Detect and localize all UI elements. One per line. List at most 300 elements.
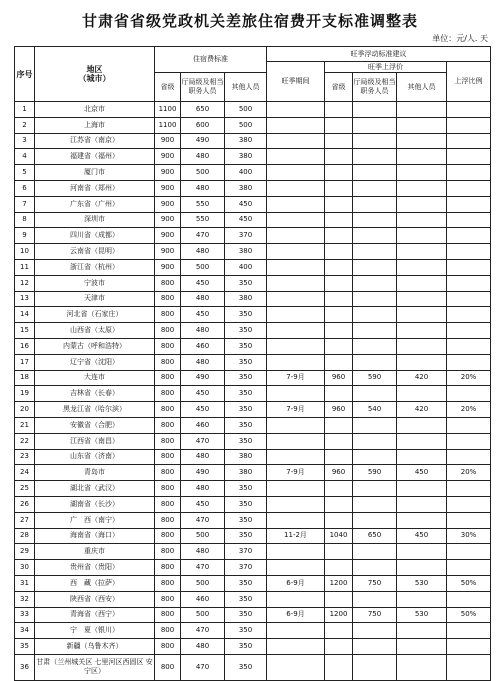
row-provincial: 800 [155, 528, 181, 544]
row-seq: 2 [15, 117, 35, 133]
row-float-ratio [447, 244, 491, 260]
row-others: 380 [225, 449, 267, 465]
row-dept-level: 470 [181, 512, 225, 528]
row-others: 350 [225, 639, 267, 655]
row-peak-provincial [325, 496, 353, 512]
row-peak-provincial [325, 323, 353, 339]
header-seq: 序号 [15, 47, 35, 102]
row-provincial: 900 [155, 180, 181, 196]
row-seq: 28 [15, 528, 35, 544]
row-provincial: 800 [155, 386, 181, 402]
page-title: 甘肃省省级党政机关差旅住宿费开支标准调整表 [81, 12, 418, 30]
row-peak-others [397, 338, 447, 354]
row-peak-provincial [325, 212, 353, 228]
row-peak-period: 7-9月 [267, 370, 325, 386]
row-seq: 12 [15, 275, 35, 291]
table-row [15, 117, 491, 133]
table-row [15, 196, 491, 212]
row-seq: 23 [15, 449, 35, 465]
row-region: 山东省（济南） [35, 449, 155, 465]
row-float-ratio [447, 433, 491, 449]
row-peak-period [267, 386, 325, 402]
row-region: 江西省（南昌） [35, 433, 155, 449]
row-peak-provincial [325, 291, 353, 307]
table-row [15, 354, 491, 370]
row-seq: 34 [15, 623, 35, 639]
row-peak-dept-level [353, 433, 397, 449]
row-peak-others [397, 433, 447, 449]
table-row [15, 496, 491, 512]
row-peak-dept-level [353, 291, 397, 307]
row-peak-others [397, 544, 447, 560]
row-region: 江苏省（南京） [35, 133, 155, 149]
row-others: 370 [225, 544, 267, 560]
row-others: 400 [225, 165, 267, 181]
table-row [15, 259, 491, 275]
row-peak-period: 7-9月 [267, 402, 325, 418]
row-provincial: 800 [155, 496, 181, 512]
row-float-ratio [447, 654, 491, 680]
row-float-ratio [447, 481, 491, 497]
row-region: 甘肃（兰州城关区 七里河区西固区 安宁区） [35, 654, 155, 680]
row-peak-dept-level [353, 259, 397, 275]
row-provincial: 800 [155, 417, 181, 433]
row-float-ratio: 50% [447, 607, 491, 623]
row-region: 浙江省（杭州） [35, 259, 155, 275]
row-peak-period [267, 496, 325, 512]
row-peak-others [397, 623, 447, 639]
row-region: 黑龙江省（哈尔滨） [35, 402, 155, 418]
row-peak-others [397, 323, 447, 339]
row-dept-level: 500 [181, 165, 225, 181]
row-seq: 33 [15, 607, 35, 623]
row-dept-level: 480 [181, 449, 225, 465]
row-region: 青海省（西宁） [35, 607, 155, 623]
row-others: 380 [225, 465, 267, 481]
table-row [15, 149, 491, 165]
row-peak-period: 6-9月 [267, 607, 325, 623]
row-float-ratio: 30% [447, 528, 491, 544]
header-peak-period: 旺季期间 [267, 62, 325, 102]
row-seq: 21 [15, 417, 35, 433]
row-dept-level: 480 [181, 481, 225, 497]
header-region-label: 地区 [86, 65, 103, 74]
row-seq: 25 [15, 481, 35, 497]
row-peak-provincial [325, 165, 353, 181]
row-seq: 19 [15, 386, 35, 402]
table-row [15, 244, 491, 260]
row-float-ratio: 20% [447, 465, 491, 481]
row-peak-period [267, 275, 325, 291]
header-provincial: 省级 [155, 73, 181, 102]
row-region: 吉林省（长春） [35, 386, 155, 402]
table-row [15, 544, 491, 560]
row-others: 350 [225, 402, 267, 418]
table-row [15, 417, 491, 433]
row-dept-level: 460 [181, 417, 225, 433]
row-region: 河南省（郑州） [35, 180, 155, 196]
row-peak-dept-level: 750 [353, 607, 397, 623]
row-peak-provincial [325, 623, 353, 639]
table-row [15, 623, 491, 639]
row-peak-dept-level: 650 [353, 528, 397, 544]
row-provincial: 1100 [155, 102, 181, 118]
row-region: 四川省（成都） [35, 228, 155, 244]
row-region: 安徽省（合肥） [35, 417, 155, 433]
row-others: 350 [225, 481, 267, 497]
row-float-ratio [447, 496, 491, 512]
row-peak-provincial [325, 386, 353, 402]
row-peak-provincial [325, 449, 353, 465]
row-dept-level: 490 [181, 133, 225, 149]
row-region: 广 西（南宁） [35, 512, 155, 528]
row-provincial: 900 [155, 244, 181, 260]
row-peak-dept-level [353, 449, 397, 465]
row-seq: 30 [15, 560, 35, 576]
row-region: 陕西省（西安） [35, 591, 155, 607]
header-peak-dept-level: 厅局级及相当职务人员 [353, 73, 397, 102]
row-provincial: 800 [155, 575, 181, 591]
row-peak-provincial [325, 259, 353, 275]
row-peak-period [267, 654, 325, 680]
row-dept-level: 460 [181, 591, 225, 607]
row-peak-period [267, 639, 325, 655]
row-region: 深圳市 [35, 212, 155, 228]
row-peak-dept-level [353, 212, 397, 228]
table-row [15, 528, 491, 544]
row-region: 宁波市 [35, 275, 155, 291]
row-region: 大连市 [35, 370, 155, 386]
row-peak-provincial [325, 338, 353, 354]
row-others: 350 [225, 623, 267, 639]
row-float-ratio [447, 180, 491, 196]
row-peak-others: 420 [397, 402, 447, 418]
row-peak-period [267, 228, 325, 244]
row-others: 500 [225, 102, 267, 118]
row-seq: 10 [15, 244, 35, 260]
row-others: 350 [225, 275, 267, 291]
row-float-ratio [447, 560, 491, 576]
row-peak-provincial [325, 591, 353, 607]
row-dept-level: 480 [181, 354, 225, 370]
row-dept-level: 470 [181, 560, 225, 576]
row-peak-others [397, 180, 447, 196]
table-row [15, 433, 491, 449]
row-peak-provincial [325, 275, 353, 291]
row-peak-period [267, 338, 325, 354]
row-peak-period [267, 180, 325, 196]
row-dept-level: 470 [181, 654, 225, 680]
row-provincial: 800 [155, 607, 181, 623]
row-others: 350 [225, 575, 267, 591]
row-others: 380 [225, 180, 267, 196]
row-others: 350 [225, 591, 267, 607]
row-peak-others [397, 117, 447, 133]
row-peak-period [267, 544, 325, 560]
row-dept-level: 500 [181, 528, 225, 544]
row-provincial: 800 [155, 654, 181, 680]
row-peak-provincial [325, 560, 353, 576]
row-peak-dept-level [353, 117, 397, 133]
row-seq: 15 [15, 323, 35, 339]
row-seq: 32 [15, 591, 35, 607]
header-lodging-std: 住宿费标准 [155, 47, 267, 73]
unit-note: 单位：元/人. 天 [432, 34, 488, 43]
table-row [15, 165, 491, 181]
row-peak-dept-level [353, 354, 397, 370]
row-peak-dept-level [353, 275, 397, 291]
row-float-ratio [447, 165, 491, 181]
row-seq: 14 [15, 307, 35, 323]
row-peak-others [397, 639, 447, 655]
row-others: 370 [225, 228, 267, 244]
row-peak-dept-level: 750 [353, 575, 397, 591]
row-peak-provincial: 1040 [325, 528, 353, 544]
row-region: 云南省（昆明） [35, 244, 155, 260]
row-dept-level: 500 [181, 607, 225, 623]
row-region: 海南省（海口） [35, 528, 155, 544]
row-float-ratio [447, 544, 491, 560]
row-float-ratio [447, 323, 491, 339]
row-peak-others: 530 [397, 575, 447, 591]
row-dept-level: 480 [181, 323, 225, 339]
row-others: 350 [225, 496, 267, 512]
header-peak-provincial: 省级 [325, 73, 353, 102]
header-others: 其他人员 [225, 73, 267, 102]
table-row [15, 102, 491, 118]
row-peak-others [397, 275, 447, 291]
row-provincial: 800 [155, 512, 181, 528]
row-seq: 9 [15, 228, 35, 244]
table-row [15, 639, 491, 655]
row-peak-dept-level: 590 [353, 465, 397, 481]
row-provincial: 900 [155, 228, 181, 244]
row-peak-period [267, 133, 325, 149]
row-region: 山西省（太原） [35, 323, 155, 339]
row-peak-period [267, 196, 325, 212]
table-row [15, 560, 491, 576]
row-dept-level: 480 [181, 544, 225, 560]
row-region: 新疆（乌鲁木齐） [35, 639, 155, 655]
table-row [15, 338, 491, 354]
row-peak-period [267, 449, 325, 465]
row-dept-level: 480 [181, 149, 225, 165]
row-peak-period [267, 244, 325, 260]
row-peak-provincial [325, 417, 353, 433]
row-dept-level: 480 [181, 180, 225, 196]
row-peak-others [397, 560, 447, 576]
row-float-ratio [447, 386, 491, 402]
table-row [15, 449, 491, 465]
row-others: 370 [225, 560, 267, 576]
row-peak-period: 11-2月 [267, 528, 325, 544]
row-seq: 4 [15, 149, 35, 165]
row-peak-dept-level [353, 591, 397, 607]
header-region [35, 47, 155, 102]
row-others: 400 [225, 259, 267, 275]
row-others: 380 [225, 244, 267, 260]
row-others: 450 [225, 212, 267, 228]
row-provincial: 1100 [155, 117, 181, 133]
header-region-sub: （城市） [78, 74, 111, 83]
row-provincial: 800 [155, 591, 181, 607]
row-peak-provincial [325, 102, 353, 118]
table-row [15, 654, 491, 680]
row-region: 西 藏（拉萨） [35, 575, 155, 591]
row-peak-provincial [325, 512, 353, 528]
row-seq: 36 [15, 654, 35, 680]
row-region: 福建省（福州） [35, 149, 155, 165]
row-peak-dept-level [353, 560, 397, 576]
row-peak-others [397, 102, 447, 118]
row-peak-provincial [325, 433, 353, 449]
row-float-ratio [447, 275, 491, 291]
row-float-ratio [447, 591, 491, 607]
row-provincial: 900 [155, 133, 181, 149]
row-others: 380 [225, 291, 267, 307]
row-region: 内蒙古（呼和浩特） [35, 338, 155, 354]
row-peak-period [267, 512, 325, 528]
row-provincial: 800 [155, 560, 181, 576]
row-provincial: 800 [155, 323, 181, 339]
row-peak-provincial [325, 117, 353, 133]
row-peak-dept-level [353, 512, 397, 528]
row-provincial: 800 [155, 370, 181, 386]
row-dept-level: 600 [181, 117, 225, 133]
row-dept-level: 500 [181, 575, 225, 591]
row-peak-provincial [325, 180, 353, 196]
row-region: 厦门市 [35, 165, 155, 181]
row-provincial: 800 [155, 433, 181, 449]
row-peak-others [397, 654, 447, 680]
row-provincial: 800 [155, 275, 181, 291]
row-seq: 13 [15, 291, 35, 307]
row-others: 350 [225, 386, 267, 402]
row-seq: 11 [15, 259, 35, 275]
table-row [15, 481, 491, 497]
row-dept-level: 450 [181, 307, 225, 323]
row-peak-dept-level [353, 228, 397, 244]
row-peak-dept-level [353, 196, 397, 212]
row-provincial: 800 [155, 623, 181, 639]
table-row [15, 180, 491, 196]
row-seq: 18 [15, 370, 35, 386]
row-float-ratio [447, 117, 491, 133]
row-float-ratio [447, 291, 491, 307]
row-peak-period [267, 433, 325, 449]
row-peak-provincial [325, 244, 353, 260]
row-seq: 24 [15, 465, 35, 481]
row-peak-others [397, 165, 447, 181]
row-region: 湖南省（长沙） [35, 496, 155, 512]
row-peak-period [267, 291, 325, 307]
row-peak-period [267, 165, 325, 181]
row-provincial: 900 [155, 165, 181, 181]
row-peak-others [397, 496, 447, 512]
row-region: 上海市 [35, 117, 155, 133]
row-seq: 8 [15, 212, 35, 228]
row-seq: 16 [15, 338, 35, 354]
row-peak-period [267, 560, 325, 576]
row-peak-provincial [325, 133, 353, 149]
table-row [15, 607, 491, 623]
row-provincial: 800 [155, 544, 181, 560]
row-peak-others: 450 [397, 465, 447, 481]
row-others: 350 [225, 607, 267, 623]
row-provincial: 900 [155, 149, 181, 165]
row-others: 350 [225, 528, 267, 544]
row-seq: 29 [15, 544, 35, 560]
row-provincial: 800 [155, 481, 181, 497]
row-peak-dept-level [353, 307, 397, 323]
row-peak-dept-level: 590 [353, 370, 397, 386]
row-peak-dept-level [353, 496, 397, 512]
lodging-standard-table [14, 46, 491, 681]
row-peak-provincial: 960 [325, 402, 353, 418]
row-region: 宁 夏（银川） [35, 623, 155, 639]
row-float-ratio [447, 102, 491, 118]
row-peak-period: 7-9月 [267, 465, 325, 481]
row-provincial: 800 [155, 291, 181, 307]
row-dept-level: 490 [181, 370, 225, 386]
row-others: 350 [225, 433, 267, 449]
row-peak-others: 420 [397, 370, 447, 386]
row-peak-dept-level [353, 386, 397, 402]
row-peak-dept-level [353, 180, 397, 196]
row-peak-provincial [325, 481, 353, 497]
row-region: 河北省（石家庄） [35, 307, 155, 323]
row-peak-dept-level [353, 133, 397, 149]
row-seq: 31 [15, 575, 35, 591]
table-row [15, 275, 491, 291]
row-peak-period: 6-9月 [267, 575, 325, 591]
table-row [15, 591, 491, 607]
table-row [15, 133, 491, 149]
row-peak-others [397, 354, 447, 370]
row-provincial: 800 [155, 465, 181, 481]
row-peak-others [397, 196, 447, 212]
row-others: 350 [225, 370, 267, 386]
row-dept-level: 480 [181, 639, 225, 655]
table-row [15, 291, 491, 307]
row-region: 北京市 [35, 102, 155, 118]
row-seq: 35 [15, 639, 35, 655]
row-float-ratio [447, 449, 491, 465]
row-peak-provincial [325, 544, 353, 560]
row-peak-period [267, 417, 325, 433]
row-dept-level: 470 [181, 623, 225, 639]
row-float-ratio: 50% [447, 575, 491, 591]
row-peak-others [397, 259, 447, 275]
row-float-ratio [447, 512, 491, 528]
row-dept-level: 450 [181, 496, 225, 512]
row-peak-dept-level [353, 338, 397, 354]
row-float-ratio [447, 133, 491, 149]
row-peak-period [267, 149, 325, 165]
row-peak-others [397, 449, 447, 465]
row-peak-provincial: 960 [325, 370, 353, 386]
row-seq: 3 [15, 133, 35, 149]
row-provincial: 800 [155, 307, 181, 323]
row-peak-dept-level [353, 149, 397, 165]
row-others: 350 [225, 354, 267, 370]
row-peak-period [267, 354, 325, 370]
row-seq: 6 [15, 180, 35, 196]
row-peak-dept-level: 540 [353, 402, 397, 418]
row-seq: 27 [15, 512, 35, 528]
row-float-ratio [447, 338, 491, 354]
row-peak-period [267, 117, 325, 133]
